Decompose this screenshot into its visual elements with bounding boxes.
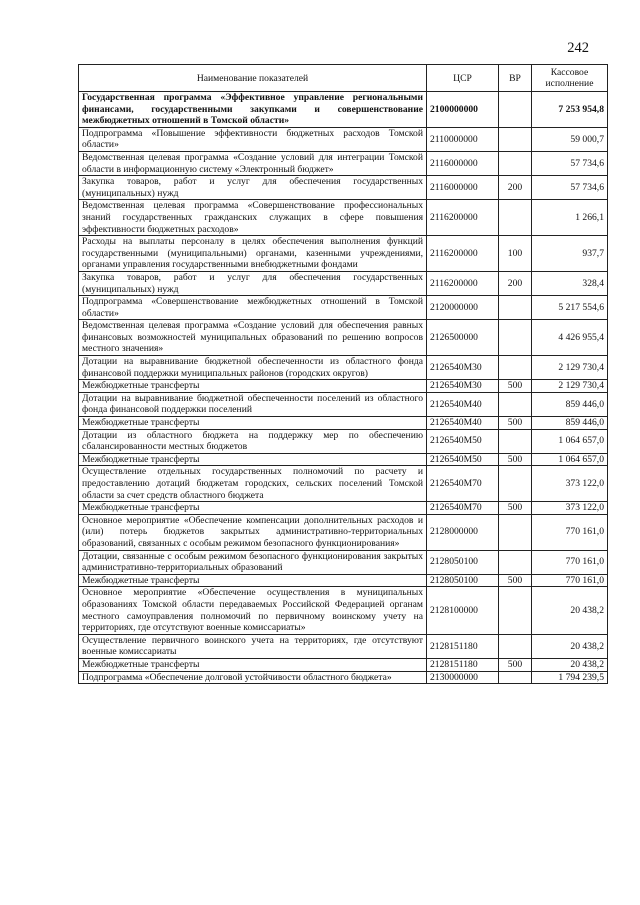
cell-vr <box>499 550 532 574</box>
cell-csr: 2116200000 <box>427 271 499 295</box>
cell-sum: 1 064 657,0 <box>532 429 608 453</box>
cell-csr: 2126540М50 <box>427 429 499 453</box>
cell-sum: 57 734,6 <box>532 176 608 200</box>
cell-name: Подпрограмма «Совершенствование межбюджетных отношений в Томской области» <box>79 296 427 320</box>
cell-csr: 2116200000 <box>427 236 499 272</box>
cell-vr: 500 <box>499 658 532 671</box>
cell-vr: 500 <box>499 380 532 393</box>
cell-csr: 2128050100 <box>427 574 499 587</box>
table-row <box>79 466 608 502</box>
table-row <box>79 92 608 128</box>
cell-vr <box>499 296 532 320</box>
cell-name: Закупка товаров, работ и услуг для обеспечения государственных (муниципальных) нужд <box>79 176 427 200</box>
table-row <box>79 320 608 356</box>
cell-csr: 2126500000 <box>427 320 499 356</box>
cell-name: Дотации на выравнивание бюджетной обеспеченности из областного фонда финансовой поддержки муниципальных районов (городских округов) <box>79 356 427 380</box>
cell-vr: 200 <box>499 176 532 200</box>
cell-name: Межбюджетные трансферты <box>79 658 427 671</box>
table-row <box>79 671 608 684</box>
cell-sum: 770 161,0 <box>532 574 608 587</box>
cell-sum: 1 064 657,0 <box>532 453 608 466</box>
cell-sum: 5 217 554,6 <box>532 296 608 320</box>
table-row <box>79 151 608 175</box>
cell-csr: 2120000000 <box>427 296 499 320</box>
cell-vr <box>499 127 532 151</box>
cell-vr <box>499 151 532 175</box>
table-row <box>79 417 608 430</box>
cell-vr: 500 <box>499 453 532 466</box>
cell-vr: 500 <box>499 574 532 587</box>
cell-vr <box>499 320 532 356</box>
cell-vr <box>499 200 532 236</box>
cell-sum: 770 161,0 <box>532 550 608 574</box>
cell-sum: 2 129 730,4 <box>532 380 608 393</box>
cell-sum: 7 253 954,8 <box>532 92 608 128</box>
table-row <box>79 550 608 574</box>
table-row <box>79 127 608 151</box>
cell-name: Государственная программа «Эффективное управление региональными финансами, государственными закупками и совершенствование межбюджетных отношений в Томской области» <box>79 92 427 128</box>
header-vr: ВР <box>499 65 532 92</box>
cell-sum: 1 794 239,5 <box>532 671 608 684</box>
cell-vr <box>499 466 532 502</box>
cell-vr <box>499 514 532 550</box>
table-row <box>79 658 608 671</box>
cell-sum: 20 438,2 <box>532 587 608 634</box>
table-row <box>79 392 608 416</box>
cell-csr: 2116000000 <box>427 151 499 175</box>
cell-vr: 500 <box>499 502 532 515</box>
table-row <box>79 453 608 466</box>
table-row <box>79 634 608 658</box>
cell-vr <box>499 587 532 634</box>
cell-name: Подпрограмма «Повышение эффективности бюджетных расходов Томской области» <box>79 127 427 151</box>
cell-csr: 2126540М30 <box>427 380 499 393</box>
cell-sum: 859 446,0 <box>532 392 608 416</box>
cell-sum: 373 122,0 <box>532 466 608 502</box>
cell-csr: 2128100000 <box>427 587 499 634</box>
table-row <box>79 380 608 393</box>
table-row <box>79 271 608 295</box>
table-row <box>79 502 608 515</box>
cell-csr: 2126540М40 <box>427 392 499 416</box>
cell-sum: 1 266,1 <box>532 200 608 236</box>
table-header-row <box>79 65 608 92</box>
cell-sum: 20 438,2 <box>532 634 608 658</box>
table-row <box>79 356 608 380</box>
cell-sum: 859 446,0 <box>532 417 608 430</box>
cell-vr <box>499 356 532 380</box>
cell-vr <box>499 671 532 684</box>
cell-name: Дотации, связанные с особым режимом безопасного функционирования закрытых административно-территориальных образований <box>79 550 427 574</box>
cell-sum: 373 122,0 <box>532 502 608 515</box>
page-number: 242 <box>567 40 589 56</box>
cell-name: Межбюджетные трансферты <box>79 453 427 466</box>
cell-name: Основное мероприятие «Обеспечение осуществления в муниципальных образованиях Томской области передаваемых Российской Федерацией органам местного самоуправления полномочий по первичному воинскому учету на территориях, где отсутствуют военные комиссариаты» <box>79 587 427 634</box>
cell-vr <box>499 92 532 128</box>
cell-csr: 2126540М50 <box>427 453 499 466</box>
cell-name: Основное мероприятие «Обеспечение компенсации дополнительных расходов и (или) потерь бюджетов закрытых административно-территориальных образований, связанных с особым режимом безопасного функционирования» <box>79 514 427 550</box>
budget-table <box>78 64 608 684</box>
cell-csr: 2126540М40 <box>427 417 499 430</box>
table-row <box>79 200 608 236</box>
cell-csr: 2116200000 <box>427 200 499 236</box>
cell-sum: 57 734,6 <box>532 151 608 175</box>
cell-name: Подпрограмма «Обеспечение долговой устойчивости областного бюджета» <box>79 671 427 684</box>
cell-csr: 2110000000 <box>427 127 499 151</box>
cell-csr: 2100000000 <box>427 92 499 128</box>
table-row <box>79 429 608 453</box>
table-row <box>79 176 608 200</box>
cell-name: Расходы на выплаты персоналу в целях обеспечения выполнения функций государственными (муниципальными) органами, казенными учреждениями, органами управления государственными внебюджетными фондами <box>79 236 427 272</box>
table-row <box>79 587 608 634</box>
header-csr: ЦСР <box>427 65 499 92</box>
cell-name: Межбюджетные трансферты <box>79 417 427 430</box>
cell-csr: 2126540М30 <box>427 356 499 380</box>
cell-csr: 2130000000 <box>427 671 499 684</box>
cell-sum: 770 161,0 <box>532 514 608 550</box>
cell-name: Межбюджетные трансферты <box>79 574 427 587</box>
cell-name: Ведомственная целевая программа «Создание условий для интеграции Томской области в информационную систему «Электронный бюджет» <box>79 151 427 175</box>
cell-name: Осуществление первичного воинского учета на территориях, где отсутствуют военные комиссариаты <box>79 634 427 658</box>
table-row <box>79 236 608 272</box>
cell-name: Межбюджетные трансферты <box>79 502 427 515</box>
cell-vr <box>499 429 532 453</box>
cell-sum: 59 000,7 <box>532 127 608 151</box>
cell-vr: 500 <box>499 417 532 430</box>
cell-vr <box>499 392 532 416</box>
cell-name: Ведомственная целевая программа «Создание условий для обеспечения равных финансовых возможностей муниципальных образований по решению вопросов местного значения» <box>79 320 427 356</box>
cell-sum: 20 438,2 <box>532 658 608 671</box>
cell-csr: 2128050100 <box>427 550 499 574</box>
table-body <box>79 92 608 684</box>
cell-csr: 2126540М70 <box>427 502 499 515</box>
cell-name: Дотации на выравнивание бюджетной обеспеченности поселений из областного фонда финансовой поддержки поселений <box>79 392 427 416</box>
cell-name: Ведомственная целевая программа «Совершенствование профессиональных знаний государственных гражданских служащих в сфере повышения эффективности бюджетных расходов» <box>79 200 427 236</box>
table-row <box>79 574 608 587</box>
cell-sum: 2 129 730,4 <box>532 356 608 380</box>
cell-vr: 200 <box>499 271 532 295</box>
cell-csr: 2128000000 <box>427 514 499 550</box>
cell-csr: 2128151180 <box>427 658 499 671</box>
cell-sum: 328,4 <box>532 271 608 295</box>
table-row <box>79 514 608 550</box>
cell-vr: 100 <box>499 236 532 272</box>
cell-name: Межбюджетные трансферты <box>79 380 427 393</box>
header-name: Наименование показателей <box>79 65 427 92</box>
cell-csr: 2126540М70 <box>427 466 499 502</box>
cell-name: Закупка товаров, работ и услуг для обеспечения государственных (муниципальных) нужд <box>79 271 427 295</box>
cell-csr: 2128151180 <box>427 634 499 658</box>
cell-name: Дотации из областного бюджета на поддержку мер по обеспечению сбалансированности местных бюджетов <box>79 429 427 453</box>
cell-csr: 2116000000 <box>427 176 499 200</box>
cell-name: Осуществление отдельных государственных полномочий по расчету и предоставлению дотаций бюджетам городских, сельских поселений Томской области за счет средств областного бюджета <box>79 466 427 502</box>
cell-vr <box>499 634 532 658</box>
header-sum: Кассовое исполнение <box>532 65 608 92</box>
cell-sum: 4 426 955,4 <box>532 320 608 356</box>
table-row <box>79 296 608 320</box>
cell-sum: 937,7 <box>532 236 608 272</box>
